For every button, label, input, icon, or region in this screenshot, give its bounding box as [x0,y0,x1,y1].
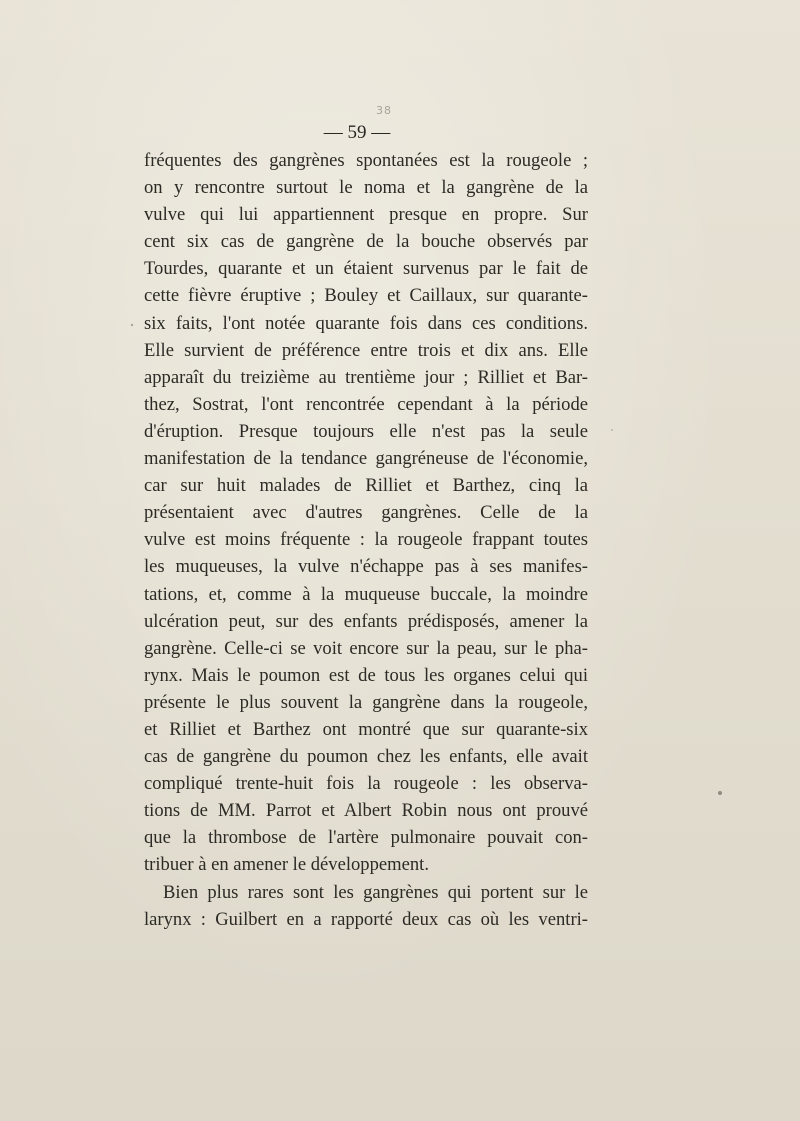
text-line: vulve qui lui appartiennent presque en propre. Sur [144,204,588,226]
text-line: présentaient avec d'autres gangrènes. Celle de la [144,502,588,524]
body-text [144,147,588,933]
text-line: compliqué trente-huit fois la rougeole : les observa- [144,773,588,795]
text-line: ulcération peut, sur des enfants prédisposés, amener la [144,610,588,632]
page-number: — 59 — [323,122,391,143]
text-line: tions de MM. Parrot et Albert Robin nous ont prouvé [144,800,588,822]
text-line: et Rilliet et Barthez ont montré que sur quarante-six [144,718,588,740]
text-line: cette fièvre éruptive ; Bouley et Caillaux, sur quarante- [144,285,588,307]
text-line: six faits, l'ont notée quarante fois dans ces conditions. [144,312,588,334]
text-line: cas de gangrène du poumon chez les enfants, elle avait [144,746,588,768]
text-line: Bien plus rares sont les gangrènes qui portent sur le [163,881,588,903]
text-line: cent six cas de gangrène de la bouche observés par [144,231,588,253]
pencil-annotation: 38 [376,104,392,117]
text-line: on y rencontre surtout le noma et la gangrène de la [144,177,588,199]
text-line: fréquentes des gangrènes spontanées est la rougeole ; [144,150,588,171]
text-line: rynx. Mais le poumon est de tous les organes celui qui [144,664,588,686]
text-line: présente le plus souvent la gangrène dans la rougeole, [144,691,588,713]
text-line: tribuer à en amener le développement. [144,854,429,876]
text-line: larynx : Guilbert en a rapporté deux cas où les ventri- [144,908,588,930]
text-line: thez, Sostrat, l'ont rencontrée cependant à la période [144,393,588,415]
text-line: Tourdes, quarante et un étaient survenus par le fait de [144,258,588,280]
text-line: gangrène. Celle-ci se voit encore sur la peau, sur le pha- [144,637,588,659]
text-line: car sur huit malades de Rilliet et Barthez, cinq la [144,475,588,497]
text-line: manifestation de la tendance gangréneuse de l'économie, [144,448,588,470]
text-line: les muqueuses, la vulve n'échappe pas à ses manifes- [144,556,588,578]
text-line: vulve est moins fréquente : la rougeole frappant toutes [144,529,588,551]
text-line: que la thrombose de l'artère pulmonaire pouvait con- [144,827,588,849]
text-line: Elle survient de préférence entre trois et dix ans. Elle [144,339,588,361]
text-line: d'éruption. Presque toujours elle n'est pas la seule [144,420,588,442]
text-line: apparaît du treizième au trentième jour ; Rilliet et Bar- [144,366,588,388]
text-line: tations, et, comme à la muqueuse buccale, la moindre [144,583,588,605]
